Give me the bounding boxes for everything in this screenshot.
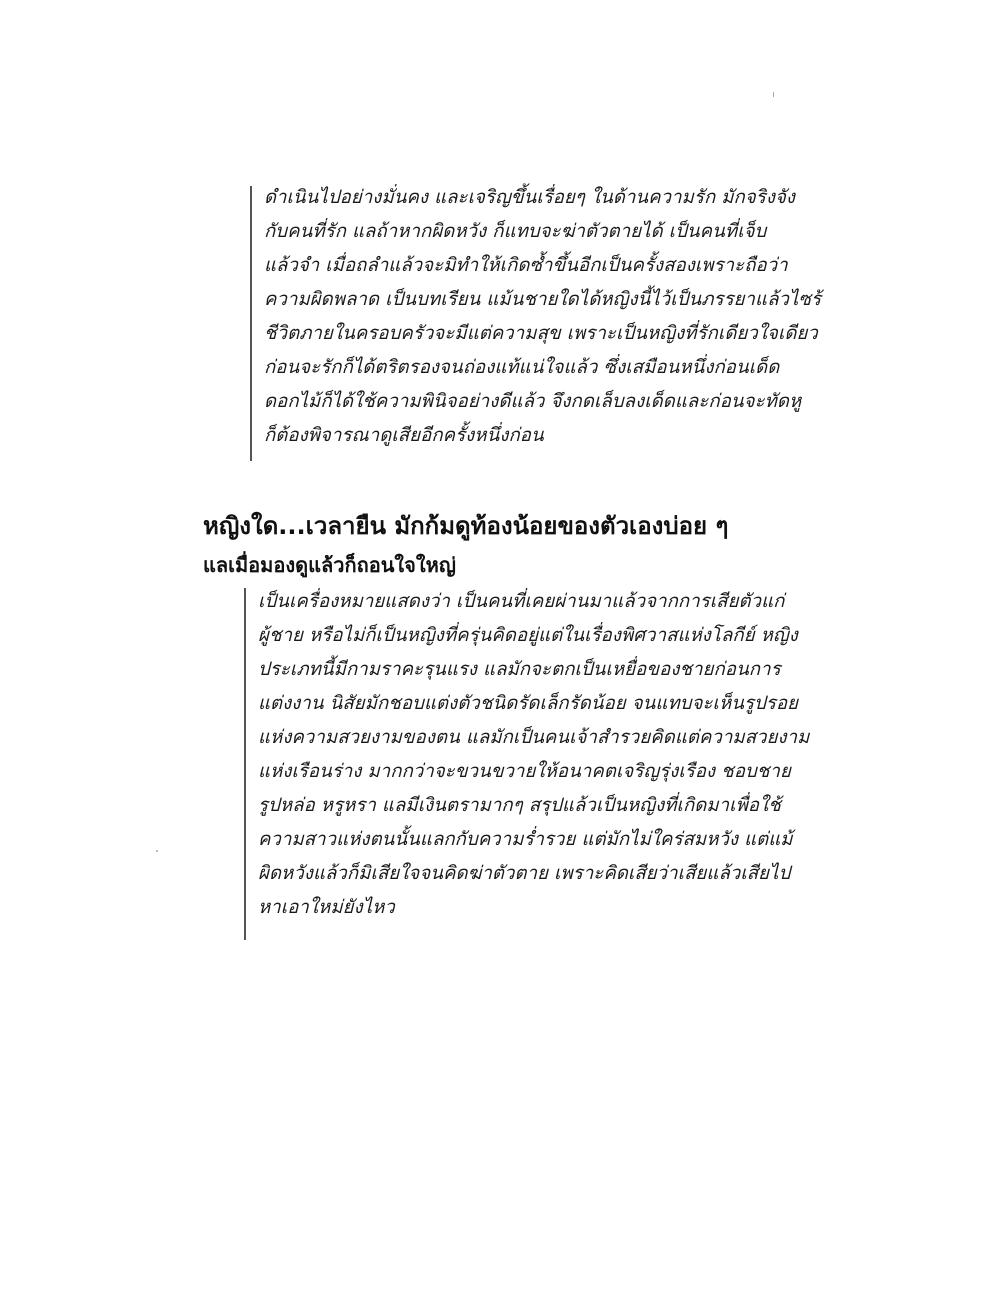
paragraph-line: แล้วจำ เมื่อถลำแล้วจะมิทำให้เกิดซ้ำขึ้นอีกเป็นครั้งสองเพราะถือว่า — [264, 255, 788, 276]
paragraph-line: ความสาวแห่งตนนั้นแลกกับความร่ำรวย แต่มักไม่ใคร่สมหวัง แต่แม้ — [258, 829, 793, 850]
paragraph-line: แต่งงาน นิสัยมักชอบแต่งตัวชนิดรัดเล็กรัดน้อย จนแทบจะเห็นรูปรอย — [258, 693, 799, 714]
paragraph-line: ดำเนินไปอย่างมั่นคง และเจริญขึ้นเรื่อยๆ ในด้านความรัก มักจริงจัง — [264, 187, 796, 208]
paragraph-line: ดอกไม้ก็ได้ใช้ความพินิจอย่างดีแล้ว จึงกดเล็บลงเด็ดและก่อนจะทัดหู — [264, 391, 802, 412]
section-heading: หญิงใด...เวลายืน มักก้มดูท้องน้อยของตัวเองบ่อย ๆ — [203, 512, 729, 540]
paragraph-line: ก็ต้องพิจารณาดูเสียอีกครั้งหนึ่งก่อน — [264, 425, 544, 446]
section-subheading: แลเมื่อมองดูแล้วก็ถอนใจใหญ่ — [203, 553, 456, 577]
paragraph-line: ผู้ชาย หรือไม่ก็เป็นหญิงที่ครุ่นคิดอยู่แต่ในเรื่องพิศวาสแห่งโลกีย์ หญิง — [258, 625, 798, 646]
paragraph-line: หาเอาใหม่ยังไหว — [258, 897, 395, 918]
paragraph-block-1 — [250, 186, 832, 461]
paragraph-line: เป็นเครื่องหมายแสดงว่า เป็นคนที่เคยผ่านมาแล้วจากการเสียตัวแก่ — [258, 591, 785, 612]
paragraph-line: ชีวิตภายในครอบครัวจะมีแต่ความสุข เพราะเป็นหญิงที่รักเดียวใจเดียว — [264, 323, 818, 344]
paragraph-line: ก่อนจะรักก็ได้ตริตรองจนถ่องแท้แน่ใจแล้ว ซึ่งเสมือนหนึ่งก่อนเด็ด — [264, 357, 780, 378]
paragraph-line: รูปหล่อ หรูหรา แลมีเงินตรามากๆ สรุปแล้วเป็นหญิงที่เกิดมาเพื่อใช้ — [258, 795, 781, 816]
paragraph-line: ประเภทนี้มีกามราคะรุนแรง แลมักจะตกเป็นเหยื่อของชายก่อนการ — [258, 659, 781, 680]
scan-mark — [773, 92, 774, 97]
paragraph-block-2 — [244, 588, 832, 940]
paragraph-line: กับคนที่รัก แลถ้าหากผิดหวัง ก็แทบจะฆ่าตัวตายได้ เป็นคนที่เจ็บ — [264, 221, 767, 242]
paragraph-line: ความผิดพลาด เป็นบทเรียน แม้นชายใดได้หญิงนี้ไว้เป็นภรรยาแล้วไซร้ — [264, 289, 822, 310]
paragraph-line: แห่งความสวยงามของตน แลมักเป็นคนเจ้าสำรวยคิดแต่ความสวยงาม — [258, 727, 810, 748]
paragraph-line: ผิดหวังแล้วก็มิเสียใจจนคิดฆ่าตัวตาย เพราะคิดเสียว่าเสียแล้วเสียไป — [258, 863, 791, 884]
paragraph-line: แห่งเรือนร่าง มากกว่าจะขวนขวายให้อนาคตเจริญรุ่งเรือง ชอบชาย — [258, 761, 791, 782]
scan-dot — [156, 850, 158, 852]
